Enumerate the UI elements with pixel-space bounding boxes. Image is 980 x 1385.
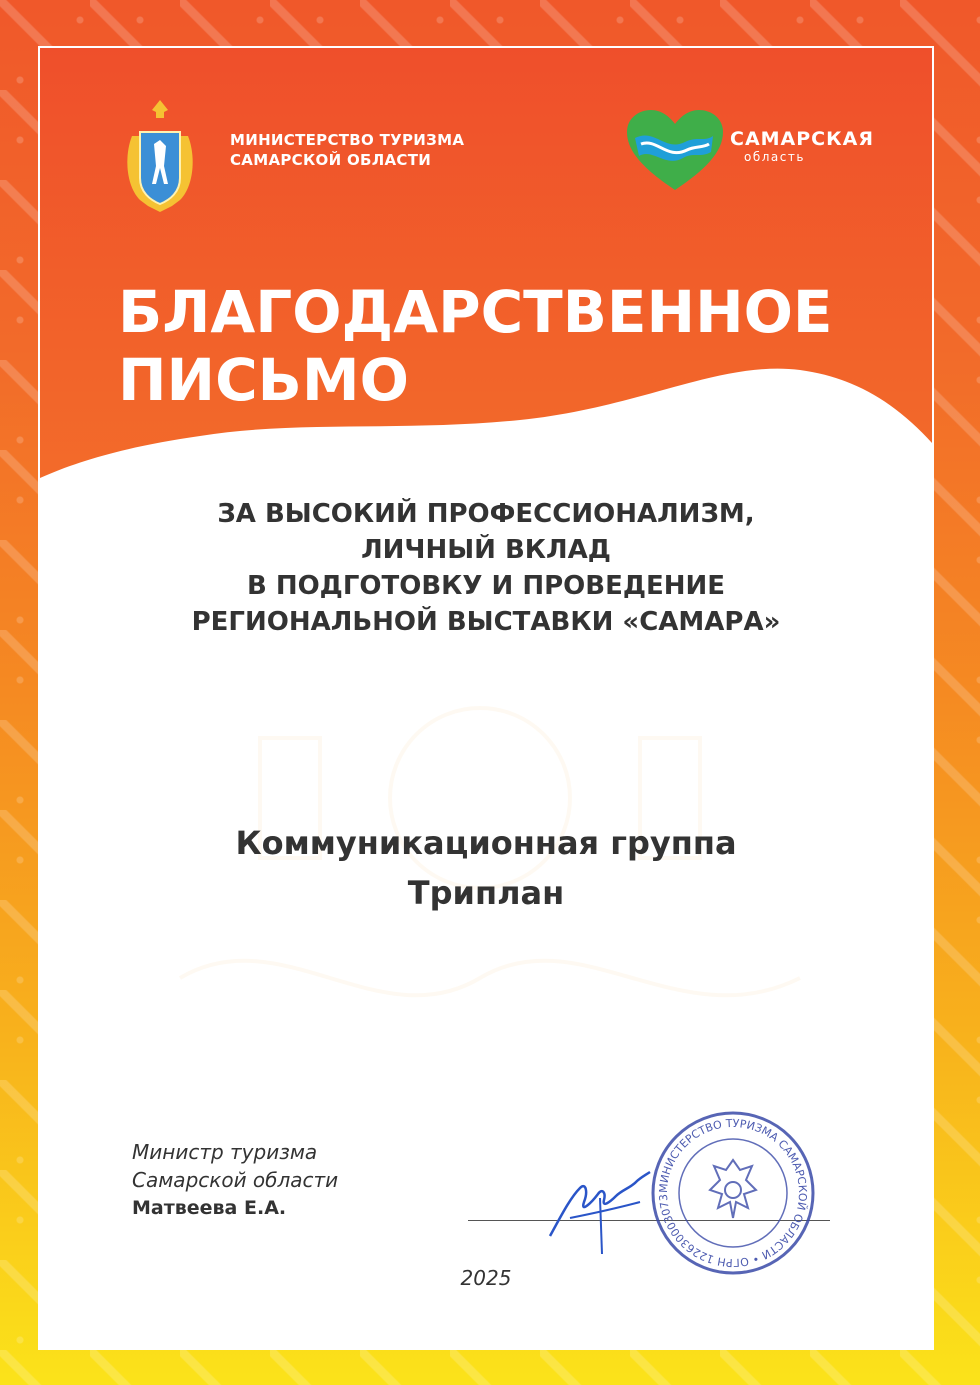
signer-block xyxy=(132,1138,338,1222)
reason-line2: ЛИЧНЫЙ ВКЛАД xyxy=(361,535,611,565)
year-text: 2025 xyxy=(460,1266,512,1290)
region-logo-text xyxy=(730,128,874,164)
ministry-name-line1: МИНИСТЕРСТВО ТУРИЗМА xyxy=(230,131,465,149)
signer-name: Матвеева Е.А. xyxy=(132,1197,287,1219)
heart-river-icon xyxy=(625,108,725,192)
reason-text xyxy=(40,496,932,640)
letter-sheet xyxy=(38,46,934,1350)
signer-position-line2: Самарской области xyxy=(132,1168,339,1192)
signature xyxy=(540,1158,660,1258)
signer-position-line1: Министр туризма xyxy=(132,1140,318,1164)
official-stamp-icon xyxy=(648,1108,818,1278)
reason-line3: В ПОДГОТОВКУ И ПРОВЕДЕНИЕ xyxy=(246,571,726,601)
title-line1: БЛАГОДАРСТВЕННОЕ xyxy=(118,278,833,346)
region-name-line2: область xyxy=(744,150,805,164)
recipient-name xyxy=(40,818,932,918)
letter-title xyxy=(118,278,833,414)
year xyxy=(40,1266,932,1290)
reason-line1: ЗА ВЫСОКИЙ ПРОФЕССИОНАЛИЗМ, xyxy=(217,499,755,529)
region-name-line1: САМАРСКАЯ xyxy=(730,128,874,150)
recipient-line1: Коммуникационная группа xyxy=(235,824,737,862)
ministry-name-line2: САМАРСКОЙ ОБЛАСТИ xyxy=(230,151,432,169)
title-line2: ПИСЬМО xyxy=(118,346,409,414)
stamp-text: МИНИСТЕРСТВО ТУРИЗМА САМАРСКОЙ ОБЛАСТИ • ОГРН 122630003073 xyxy=(656,1116,810,1270)
ministry-name xyxy=(230,130,464,170)
coat-of-arms-icon xyxy=(120,96,200,216)
recipient-line2: Триплан xyxy=(407,874,565,912)
reason-line4: РЕГИОНАЛЬНОЙ ВЫСТАВКИ «САМАРА» xyxy=(191,607,781,637)
